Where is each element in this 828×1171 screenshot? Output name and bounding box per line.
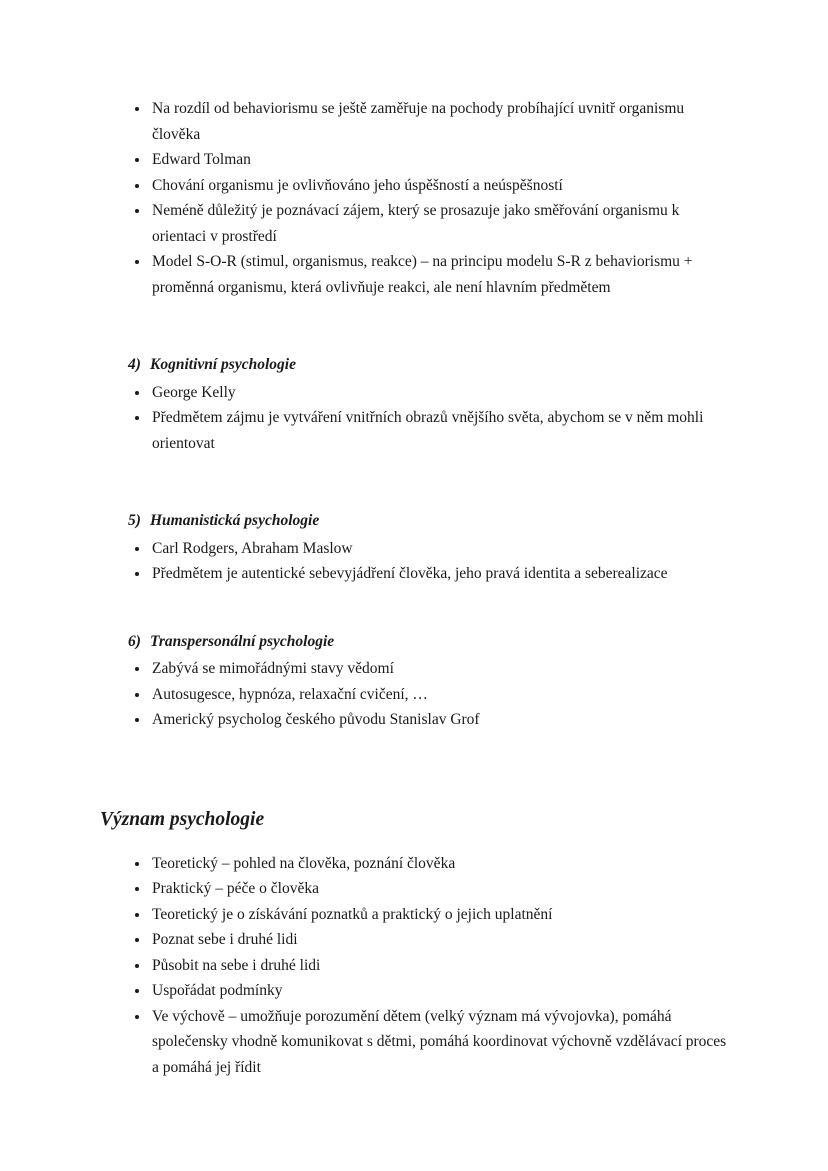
list-item: • Autosugesce, hypnóza, relaxační cvičení, … — [150, 682, 730, 708]
intro-bullet-list — [100, 96, 730, 300]
list-item: • Teoretický je o získávání poznatků a praktický o jejich uplatnění — [150, 902, 730, 928]
list-item: • Teoretický – pohled na člověka, poznání člověka — [150, 851, 730, 877]
list-item: • Chování organismu je ovlivňováno jeho úspěšností a neúspěšností — [150, 173, 730, 199]
section-title: Kognitivní psychologie — [150, 356, 296, 373]
section-number: 6) — [128, 632, 141, 650]
list-item: • Na rozdíl od behaviorismu se ještě zaměřuje na pochody probíhající uvnitř organismu člověka — [150, 96, 730, 147]
list-item: • Zabývá se mimořádnými stavy vědomí — [150, 656, 730, 682]
list-item: • Ve výchově – umožňuje porozumění dětem (velký význam má vývojovka), pomáhá společensky vhodně komunikovat s dětmi, pomáhá koordinovat výchovně vzdělávací proces a pomáhá jej řídit — [150, 1004, 730, 1081]
section-title: Transpersonální psychologie — [150, 632, 335, 650]
list-item: • Působit na sebe i druhé lidi — [150, 953, 730, 979]
section-bullet-list — [100, 536, 730, 587]
list-item: • Carl Rodgers, Abraham Maslow — [150, 536, 730, 562]
list-item: • Poznat sebe i druhé lidi — [150, 927, 730, 953]
vyznam-bullet-list — [100, 851, 730, 1081]
section-number: 5) — [128, 512, 141, 529]
section-heading — [100, 508, 730, 534]
list-item: • Neméně důležitý je poznávací zájem, který se prosazuje jako směřování organismu k orientaci v prostředí — [150, 198, 730, 249]
list-item: • Americký psycholog českého původu Stanislav Grof — [150, 707, 730, 733]
section-bullet-list — [100, 380, 730, 457]
list-item: • Předmětem zájmu je vytváření vnitřních obrazů vnějšího světa, abychom se v něm mohli orientovat — [150, 405, 730, 456]
list-item: • George Kelly — [150, 380, 730, 406]
list-item: • Uspořádat podmínky — [150, 978, 730, 1004]
section-number: 4) — [128, 356, 141, 373]
list-item: • Předmětem je autentické sebevyjádření člověka, jeho pravá identita a seberealizace — [150, 561, 730, 587]
list-item: • Praktický – péče o člověka — [150, 876, 730, 902]
section-bullet-list — [100, 656, 730, 733]
section-title: Humanistická psychologie — [150, 512, 320, 529]
section-heading — [100, 352, 730, 378]
list-item: • Edward Tolman — [150, 147, 730, 173]
page-heading: Význam psychologie — [100, 808, 265, 830]
section-transpersonalni-psychologie — [100, 629, 730, 733]
list-item: • Model S-O-R (stimul, organismus, reakce) – na principu modelu S-R z behaviorismu + proměnná organismu, která ovlivňuje reakci, ale není hlavním předmětem — [150, 249, 730, 300]
section-heading — [100, 629, 730, 655]
section-humanisticka-psychologie — [100, 508, 730, 587]
section-kognitivni-psychologie — [100, 352, 730, 456]
